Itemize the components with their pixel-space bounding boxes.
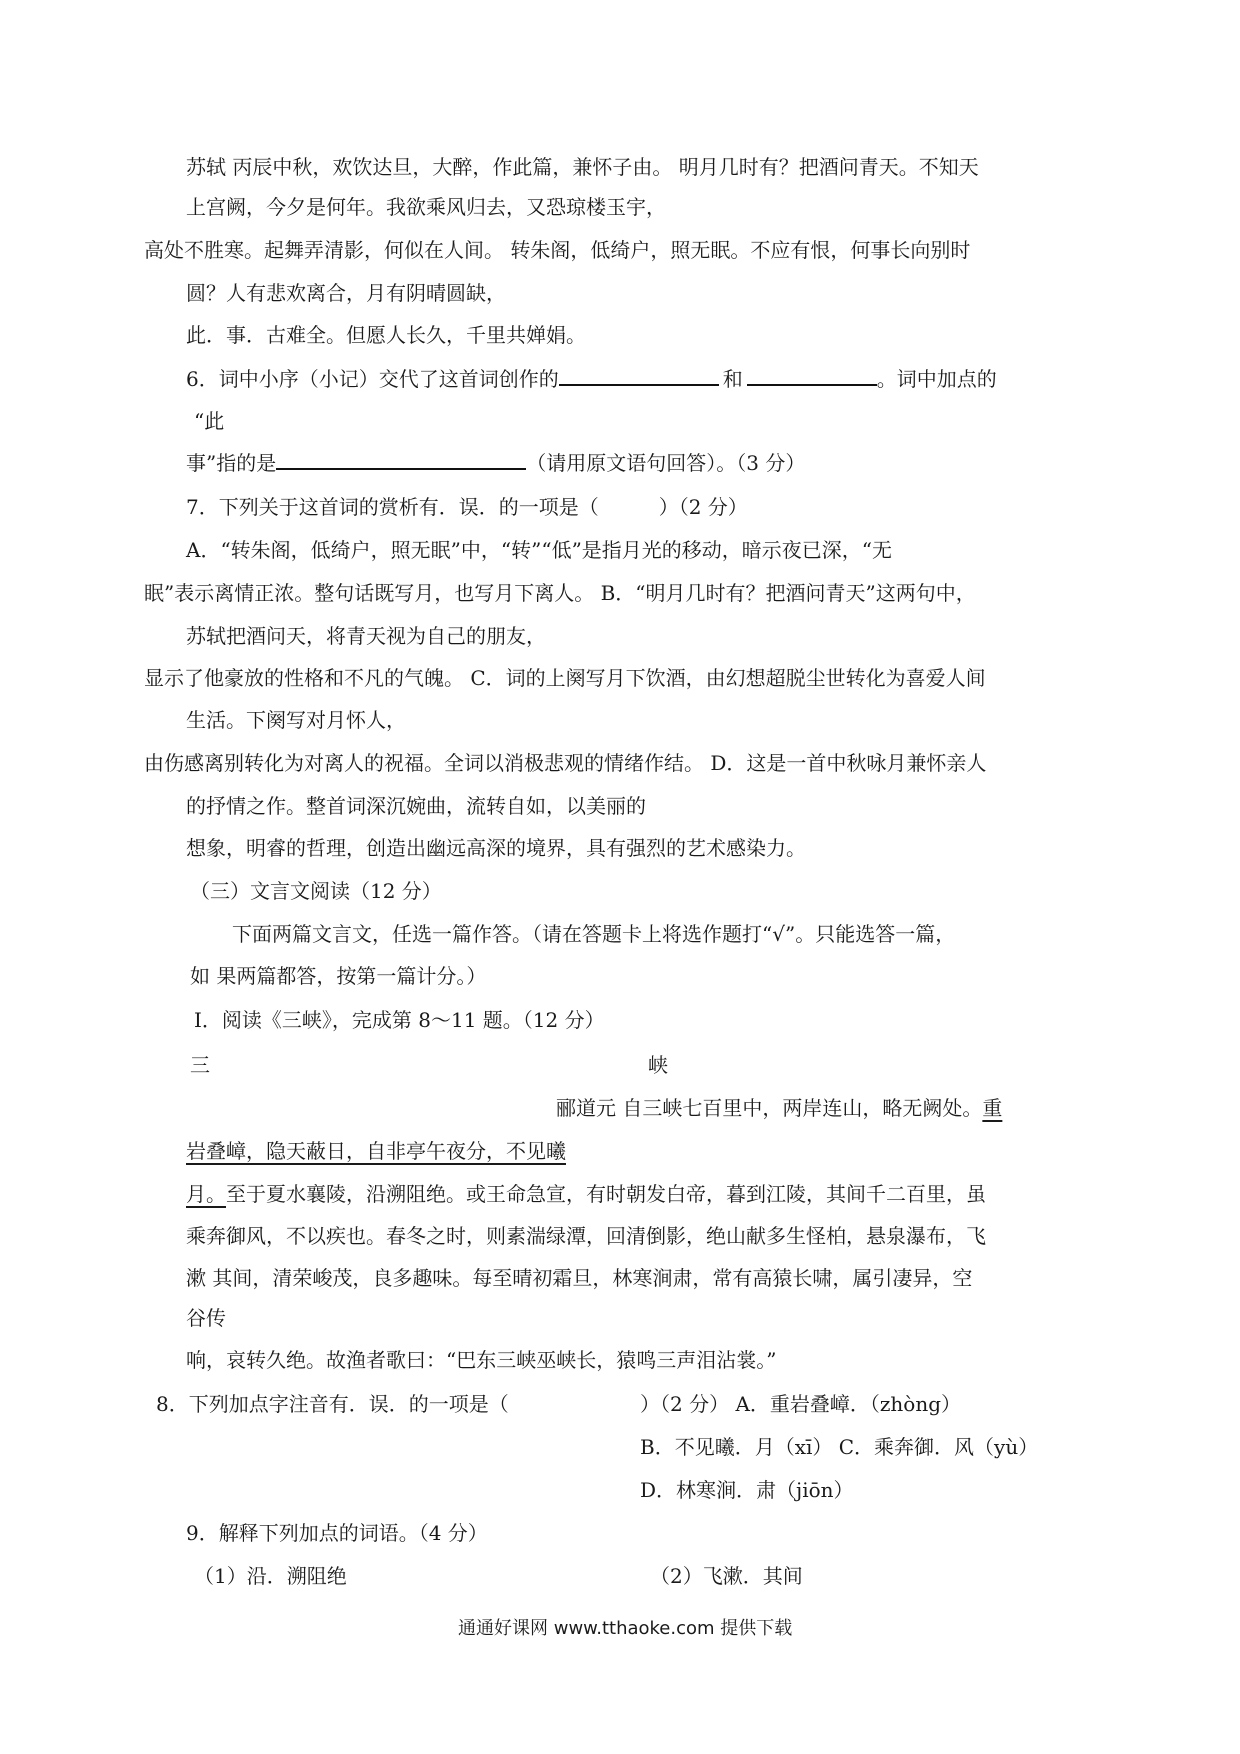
passage-line-7: 响，哀转久绝。故渔者歌曰：“巴东三峡巫峡长，猿鸣三声泪沾裳。” [186, 1348, 777, 1372]
q7-option-line-1: A．“转朱阁，低绮户，照无眠”中，“转”“低”是指月光的移动，暗示夜已深，“无 [186, 538, 893, 562]
question-6-cont-2 [186, 453, 805, 473]
passage-line-2: 岩叠嶂，隐天蔽日，自非亭午夜分，不见曦 [186, 1139, 566, 1163]
passage-line-6: 谷传 [186, 1306, 226, 1330]
part-heading: Ⅰ．阅读《三峡》，完成第 8～11 题。（12 分） [194, 1008, 605, 1032]
page-footer: 通通好课网 www.tthaoke.com 提供下载 [458, 1618, 793, 1639]
question-6-cont: “此 [194, 409, 225, 433]
q6-mid: 和 [722, 367, 743, 391]
q6c-suffix: （请用原文语句回答）。（3 分） [526, 451, 806, 475]
poem-line-3: 高处不胜寒。起舞弄清影，何似在人间。 转朱阁，低绮户，照无眠。不应有恨，何事长向别时 [144, 238, 971, 262]
passage-line-5: 漱 其间，清荣峻茂，良多趣味。每至晴初霜旦，林寒涧肃，常有高猿长啸，属引凄异，空 [186, 1266, 973, 1290]
q7-option-line-8: 想象，明睿的哲理，创造出幽远高深的境界，具有强烈的艺术感染力。 [186, 836, 806, 860]
passage-line-3 [186, 1184, 986, 1204]
poem-line-1: 苏轼 丙辰中秋，欢饮达旦，大醉，作此篇，兼怀子由。 明月几时有？把酒问青天。不知天 [186, 155, 979, 179]
q7-option-line-3: 苏轼把酒问天，将青天视为自己的朋友， [186, 624, 546, 648]
q7-option-line-7: 的抒情之作。整首词深沉婉曲，流转自如，以美丽的 [186, 794, 646, 818]
poem-line-2: 上宫阙，今夕是何年。我欲乘风归去，又恐琼楼玉宇， [186, 195, 666, 219]
section-heading: （三）文言文阅读（12 分） [190, 879, 442, 903]
q7-option-line-2: 眠”表示离情正浓。整句话既写月，也写月下离人。 B．“明月几时有？把酒问青天”这两句中， [144, 581, 976, 605]
question-8-options-bc: B．不见曦．月（xī） C．乘奔御．风（yù） [640, 1435, 1039, 1459]
passage-title-left: 三 [190, 1053, 210, 1077]
question-9-item-1: （1）沿．溯阻绝 [194, 1564, 347, 1588]
question-9: 9．解释下列加点的词语。（4 分） [186, 1521, 488, 1545]
passage-line-1 [556, 1098, 1002, 1118]
q7-option-line-5: 生活。下阕写对月怀人， [186, 708, 406, 732]
question-8-option-a: ）（2 分） A．重岩叠嶂．（zhòng） [640, 1392, 962, 1416]
q6-prefix: 6．词中小序（小记）交代了这首词创作的 [186, 367, 559, 391]
question-9-item-2: （2）飞漱．其间 [650, 1564, 803, 1588]
q7-option-line-6: 由伤感离别转化为对离人的祝福。全词以消极悲观的情绪作结。 D．这是一首中秋咏月兼怀亲人 [144, 751, 987, 775]
passage-title-right: 峡 [648, 1053, 668, 1077]
q6-suffix: 。词中加点的 [876, 367, 997, 391]
passage-text: 郦道元 自三峡七百里中，两岸连山，略无阙处。 [556, 1096, 983, 1120]
instruction-line-1: 下面两篇文言文，任选一篇作答。（请在答题卡上将选作题打“√”。只能选答一篇， [232, 922, 956, 946]
question-8: 8．下列加点字注音有．误．的一项是（ [156, 1392, 509, 1416]
poem-line-4: 圆？人有悲欢离合，月有阴晴圆缺， [186, 281, 506, 305]
passage-line-4: 乘奔御风，不以疾也。春冬之时，则素湍绿潭，回清倒影，绝山献多生怪柏，悬泉瀑布，飞 [186, 1224, 986, 1248]
passage-text: 至于夏水襄陵，沿溯阻绝。或王命急宣，有时朝发白帝，暮到江陵，其间千二百里，虽 [226, 1182, 986, 1206]
q7-option-line-4: 显示了他豪放的性格和不凡的气魄。 C．词的上阕写月下饮酒，由幻想超脱尘世转化为喜爱人间 [144, 666, 986, 690]
answer-blank[interactable] [276, 467, 526, 470]
question-7: 7．下列关于这首词的赏析有．误．的一项是（ ）（2 分） [186, 495, 748, 519]
question-8-option-d: D．林寒涧．肃（jiōn） [640, 1478, 854, 1502]
q6c-prefix: 事”指的是 [186, 451, 277, 475]
answer-blank[interactable] [559, 383, 719, 386]
underlined-text: 重 [982, 1096, 1003, 1120]
underlined-text: 月。 [186, 1182, 226, 1206]
instruction-line-2: 如 果两篇都答，按第一篇计分。） [190, 964, 487, 988]
poem-line-5: 此．事．古难全。但愿人长久，千里共婵娟。 [186, 323, 586, 347]
answer-blank[interactable] [747, 383, 877, 386]
question-6 [186, 369, 997, 389]
